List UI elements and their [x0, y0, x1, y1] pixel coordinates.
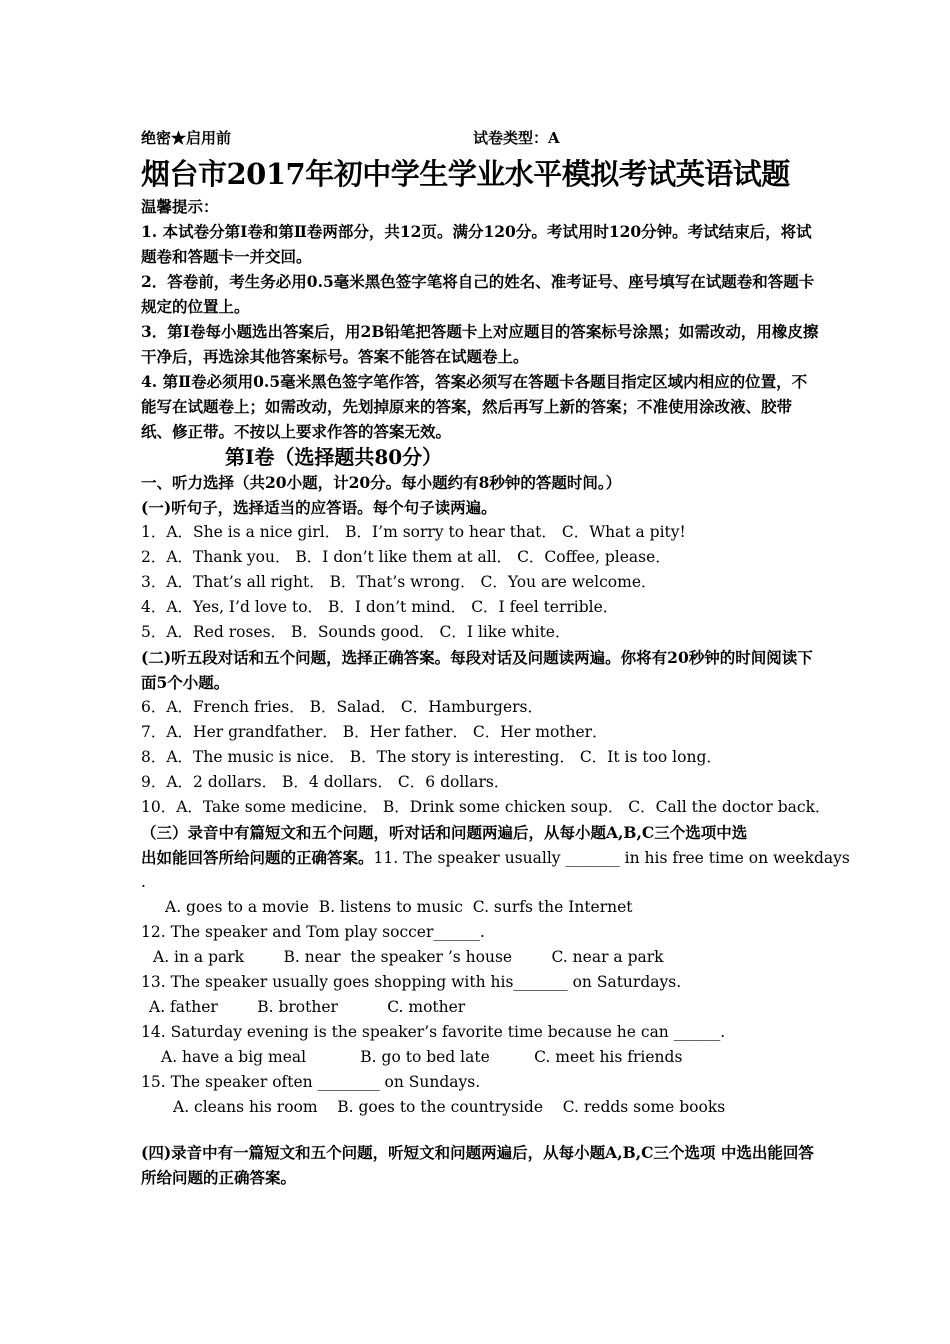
paper-type-label: 试卷类型：A	[473, 129, 560, 147]
notice-item-1: 1. 本试卷分第Ⅰ卷和第Ⅱ卷两部分，共12页。满分120分。考试用时120分钟。考试结束后，将试题卷和答题卡一并交回。	[141, 222, 812, 266]
question-11: 11. The speaker usually _______ in his free time on weekdays	[373, 849, 850, 867]
sub-3-title-tail: 出如能回答所给问题的正确答案。	[141, 848, 374, 867]
sub-3-line: A. cleans his room B. goes to the countryside C. redds some books	[173, 1098, 726, 1116]
sub-3-line: 14. Saturday evening is the speaker’s favorite time because he can ______.	[141, 1023, 726, 1041]
part-1-title: 一、听力选择（共20小题，计20分。每小题约有8秒钟的答题时间。）	[141, 473, 622, 492]
sub-3-line: 15. The speaker often ________ on Sundays.	[141, 1073, 481, 1091]
secret-label: 绝密★启用前	[141, 129, 232, 147]
sub-3-line: A. in a park B. near the speaker ’s house C. near a park	[153, 948, 664, 966]
question-11-continuation: .	[141, 873, 146, 891]
question-6: 6．A．French fries． B．Salad． C．Hamburgers．	[141, 698, 544, 716]
spacer	[141, 1120, 821, 1140]
sub-3-question-list	[141, 895, 821, 1120]
question-4: 4．A．Yes, I’d love to． B．I don’t mind． C．I feel terrible．	[141, 598, 619, 616]
sub-1-title: (一)听句子，选择适当的应答语。每个句子读两遍。	[141, 498, 497, 517]
section-1-title: 第I卷（选择题共80分）	[225, 445, 443, 469]
notice-label: 温馨提示：	[141, 197, 219, 216]
question-10: 10．A．Take some medicine． B．Drink some chicken soup． C．Call the doctor back．	[141, 798, 831, 816]
exam-title: 烟台市2017年初中学生学业水平模拟考试英语试题	[141, 157, 790, 191]
question-5: 5．A．Red roses． B．Sounds good． C．I like white．	[141, 623, 571, 641]
sub-3-line: A. father B. brother C. mother	[149, 998, 466, 1016]
question-9: 9．A．2 dollars． B．4 dollars． C．6 dollars．	[141, 773, 510, 791]
sub-4-title: (四)录音中有一篇短文和五个问题，听短文和问题两遍后，从每小题A,B,C三个选项 中选出能回答所给问题的正确答案。	[141, 1143, 814, 1187]
sub-3-line: 13. The speaker usually goes shopping with his_______ on Saturdays.	[141, 973, 682, 991]
notice-item-3: 3．第Ⅰ卷每小题选出答案后，用2B铅笔把答题卡上对应题目的答案标号涂黑；如需改动，用橡皮擦干净后，再选涂其他答案标号。答案不能答在试题卷上。	[141, 322, 819, 366]
question-8: 8．A．The music is nice． B．The story is interesting． C．It is too long．	[141, 748, 722, 766]
question-7: 7．A．Her grandfather． B．Her father． C．Her mother．	[141, 723, 608, 741]
sub-3-title-line-1: （三）录音中有篇短文和五个问题，听对话和问题两遍后，从每小题A,B,C三个选项中选	[141, 823, 748, 842]
sub-3-line: A. goes to a movie B. listens to music C. surfs the Internet	[165, 898, 633, 916]
notice-item-4: 4. 第Ⅱ卷必须用0.5毫米黑色签字笔作答，答案必须写在答题卡各题目指定区域内相应的位置，不能写在试题卷上；如需改动，先划掉原来的答案，然后再写上新的答案；不准使用涂改液、胶带纸、修正带。不按以上要求作答的答案无效。	[141, 372, 808, 441]
notice-item-2: 2．答卷前，考生务必用0.5毫米黑色签字笔将自己的姓名、准考证号、座号填写在试题卷和答题卡规定的位置上。	[141, 272, 815, 316]
sub-3-title-line-2	[141, 845, 850, 870]
exam-page	[141, 120, 850, 1190]
question-1: 1．A．She is a nice girl． B．I’m sorry to hear that． C．What a pity!	[141, 523, 686, 541]
sub-2-title: (二)听五段对话和五个问题，选择正确答案。每段对话及问题读两遍。你将有20秒钟的时间阅读下面5个小题。	[141, 648, 813, 692]
question-2: 2．A．Thank you． B．I don’t like them at all． C．Coffee, please．	[141, 548, 671, 566]
sub-3-line: A. have a big meal B. go to bed late C. meet his friends	[161, 1048, 683, 1066]
question-3: 3．A．That’s all right． B．That’s wrong． C．You are welcome．	[141, 573, 657, 591]
sub-3-line: 12. The speaker and Tom play soccer______.	[141, 923, 485, 941]
header-row	[141, 122, 821, 154]
